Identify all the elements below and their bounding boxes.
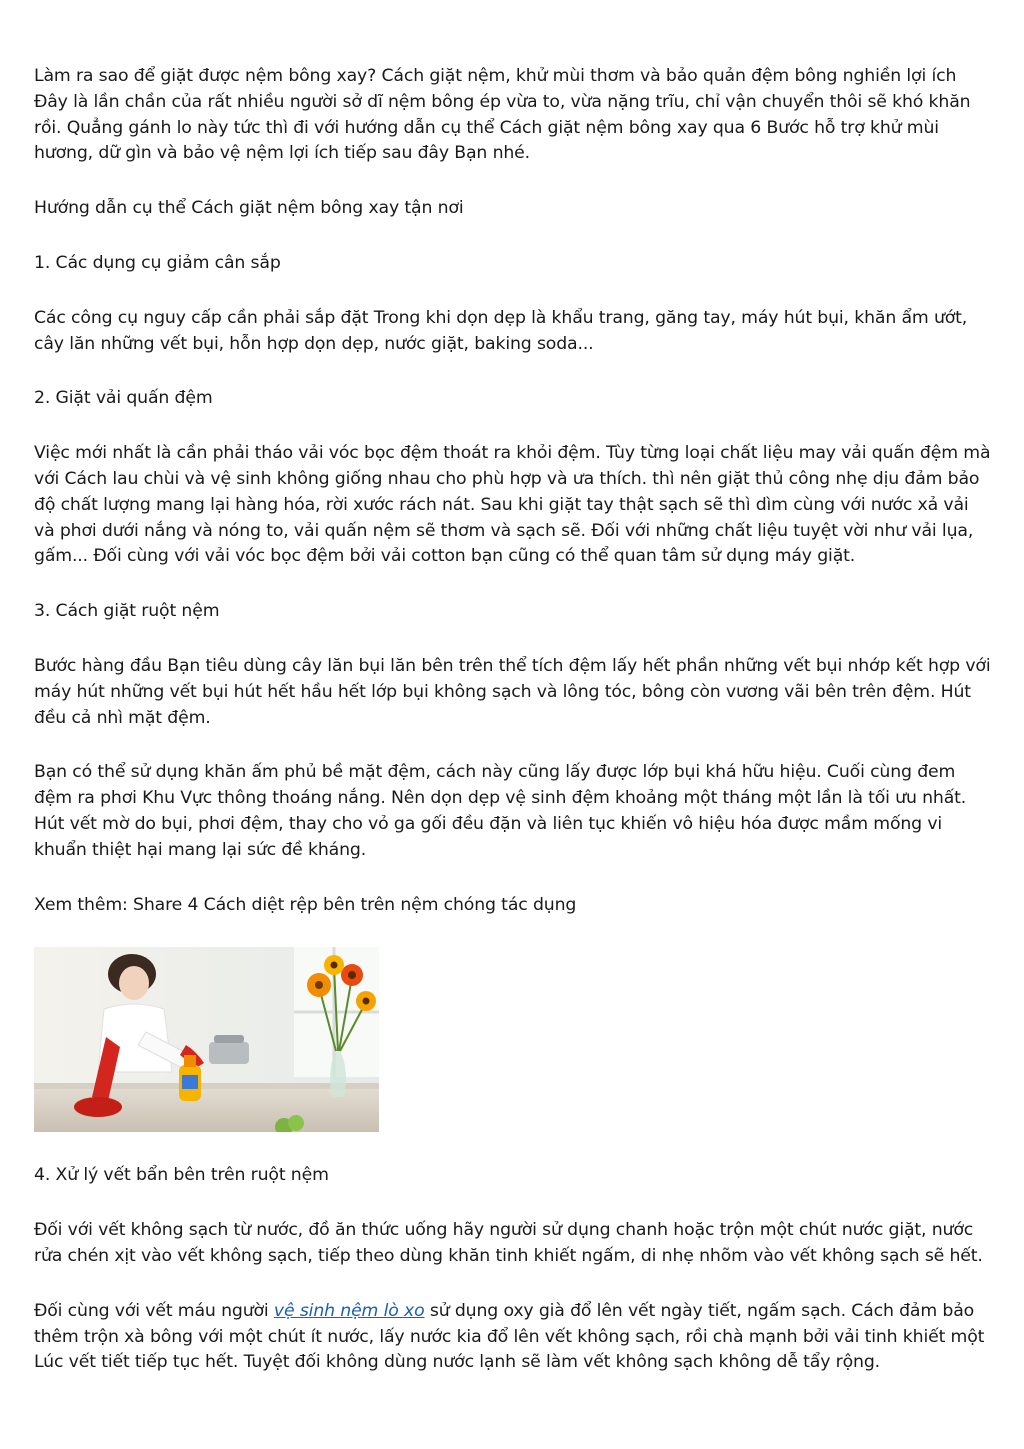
step1-heading: 1. Các dụng cụ giảm cân sắp: [34, 252, 281, 273]
step4-body-1: Đối với vết không sạch từ nước, đồ ăn thức uống hãy người sử dụng chanh hoặc trộn một chút nước giặt, nước rửa chén xịt vào vết không sạch, tiếp theo dùng khăn tinh khiết ngấm, di nhẹ nhõm vào vết không sạch sẽ hết.: [34, 1220, 983, 1266]
step4-body-2: [34, 1299, 994, 1376]
step1-body: Các công cụ nguy cấp cần phải sắp đặt Trong khi dọn dẹp là khẩu trang, găng tay, máy hút bụi, khăn ẩm ướt, cây lăn những vết bụi, hỗn hợp dọn dẹp, nước giặt, baking soda...: [34, 307, 968, 354]
step2-body: Việc mới nhất là cần phải tháo vải vóc bọc đệm thoát ra khỏi đệm. Tùy từng loại chất liệu may vải quấn đệm mà với Cách lau chùi và vệ sinh không giống nhau cho phù hợp và ưa thích. thì nên giặt thủ công nhẹ dịu đảm bảo độ chất lượng mang lại hàng hóa, rời xước rách nát. Sau khi giặt tay thật sạch sẽ thì dìm cùng với nước xả vải và phơi dưới nắng và nóng to, vải quấn nệm sẽ thơm và sạch sẽ. Đối với những chất liệu tuyệt vời như vải lụa, gấm... Đối cùng với vải vóc bọc đệm bởi vải cotton bạn cũng có thể quan tâm sử dụng máy giặt.: [34, 443, 991, 567]
step3-heading: 3. Cách giặt ruột nệm: [34, 601, 220, 622]
step3-body-1: Bước hàng đầu Bạn tiêu dùng cây lăn bụi lăn bên trên thể tích đệm lấy hết phần những vết bụi nhớp kết hợp với máy hút những vết bụi hút hết hầu hết lớp bụi không sạch và lông tóc, bông còn vương vãi bên trên đệm. Hút đều cả nhì mặt đệm.: [34, 655, 991, 728]
intro-paragraph: Làm ra sao để giặt được nệm bông xay? Cách giặt nệm, khử mùi thơm và bảo quản đệm bông nghiền lợi ích Đây là lần chần của rất nhiều người sở dĩ nệm bông ép vừa to, vừa nặng trĩu, chỉ vận chuyển thôi sẽ khó khăn rồi. Quẳng gánh lo này tức thì đi với hướng dẫn cụ thể Cách giặt nệm bông xay qua 6 Bước hỗ trợ khử mùi hương, dữ gìn và bảo vệ nệm lợi ích tiếp sau đây Bạn nhé.: [34, 66, 971, 164]
mattress-cleaning-link[interactable]: vệ sinh nệm lò xo: [273, 1300, 425, 1321]
step2-heading: 2. Giặt vải quấn đệm: [34, 388, 213, 409]
woman-cleaning-counter-photo: [34, 947, 379, 1132]
step4-body-2-start: Đối cùng với vết máu người: [34, 1300, 274, 1321]
document-body: [34, 64, 994, 1405]
step4-heading: 4. Xử lý vết bẩn bên trên ruột nệm: [34, 1165, 329, 1186]
see-more-line: Xem thêm: Share 4 Cách diệt rệp bên trên nệm chóng tác dụng: [34, 894, 577, 915]
step3-body-2: Bạn có thể sử dụng khăn ấm phủ bề mặt đệm, cách này cũng lấy được lớp bụi khá hữu hiệu. Cuối cùng đem đệm ra phơi Khu Vực thông thoáng nắng. Nên dọn dẹp vệ sinh đệm khoảng một tháng một lần là tối ưu nhất. Hút vết mờ do bụi, phơi đệm, thay cho vỏ ga gối đều đặn và liên tục khiến vô hiệu hóa được mầm mống vi khuẩn thiệt hại mang lại sức đề kháng.: [34, 762, 967, 860]
step4-body-2-end: sử dụng oxy già đổ lên vết ngày tiết, ngấm sạch. Cách đảm bảo thêm trộn xà bông với một chút ít nước, lấy nước kia đổ lên vết không sạch, rồi chà mạnh bởi vải tinh khiết một Lúc vết tiết tiếp tục hết. Tuyệt đối không dùng nước lạnh sẽ làm vết không sạch không dễ tẩy rộng.: [34, 1300, 985, 1373]
guide-heading: Hướng dẫn cụ thể Cách giặt nệm bông xay tận nơi: [34, 198, 464, 219]
